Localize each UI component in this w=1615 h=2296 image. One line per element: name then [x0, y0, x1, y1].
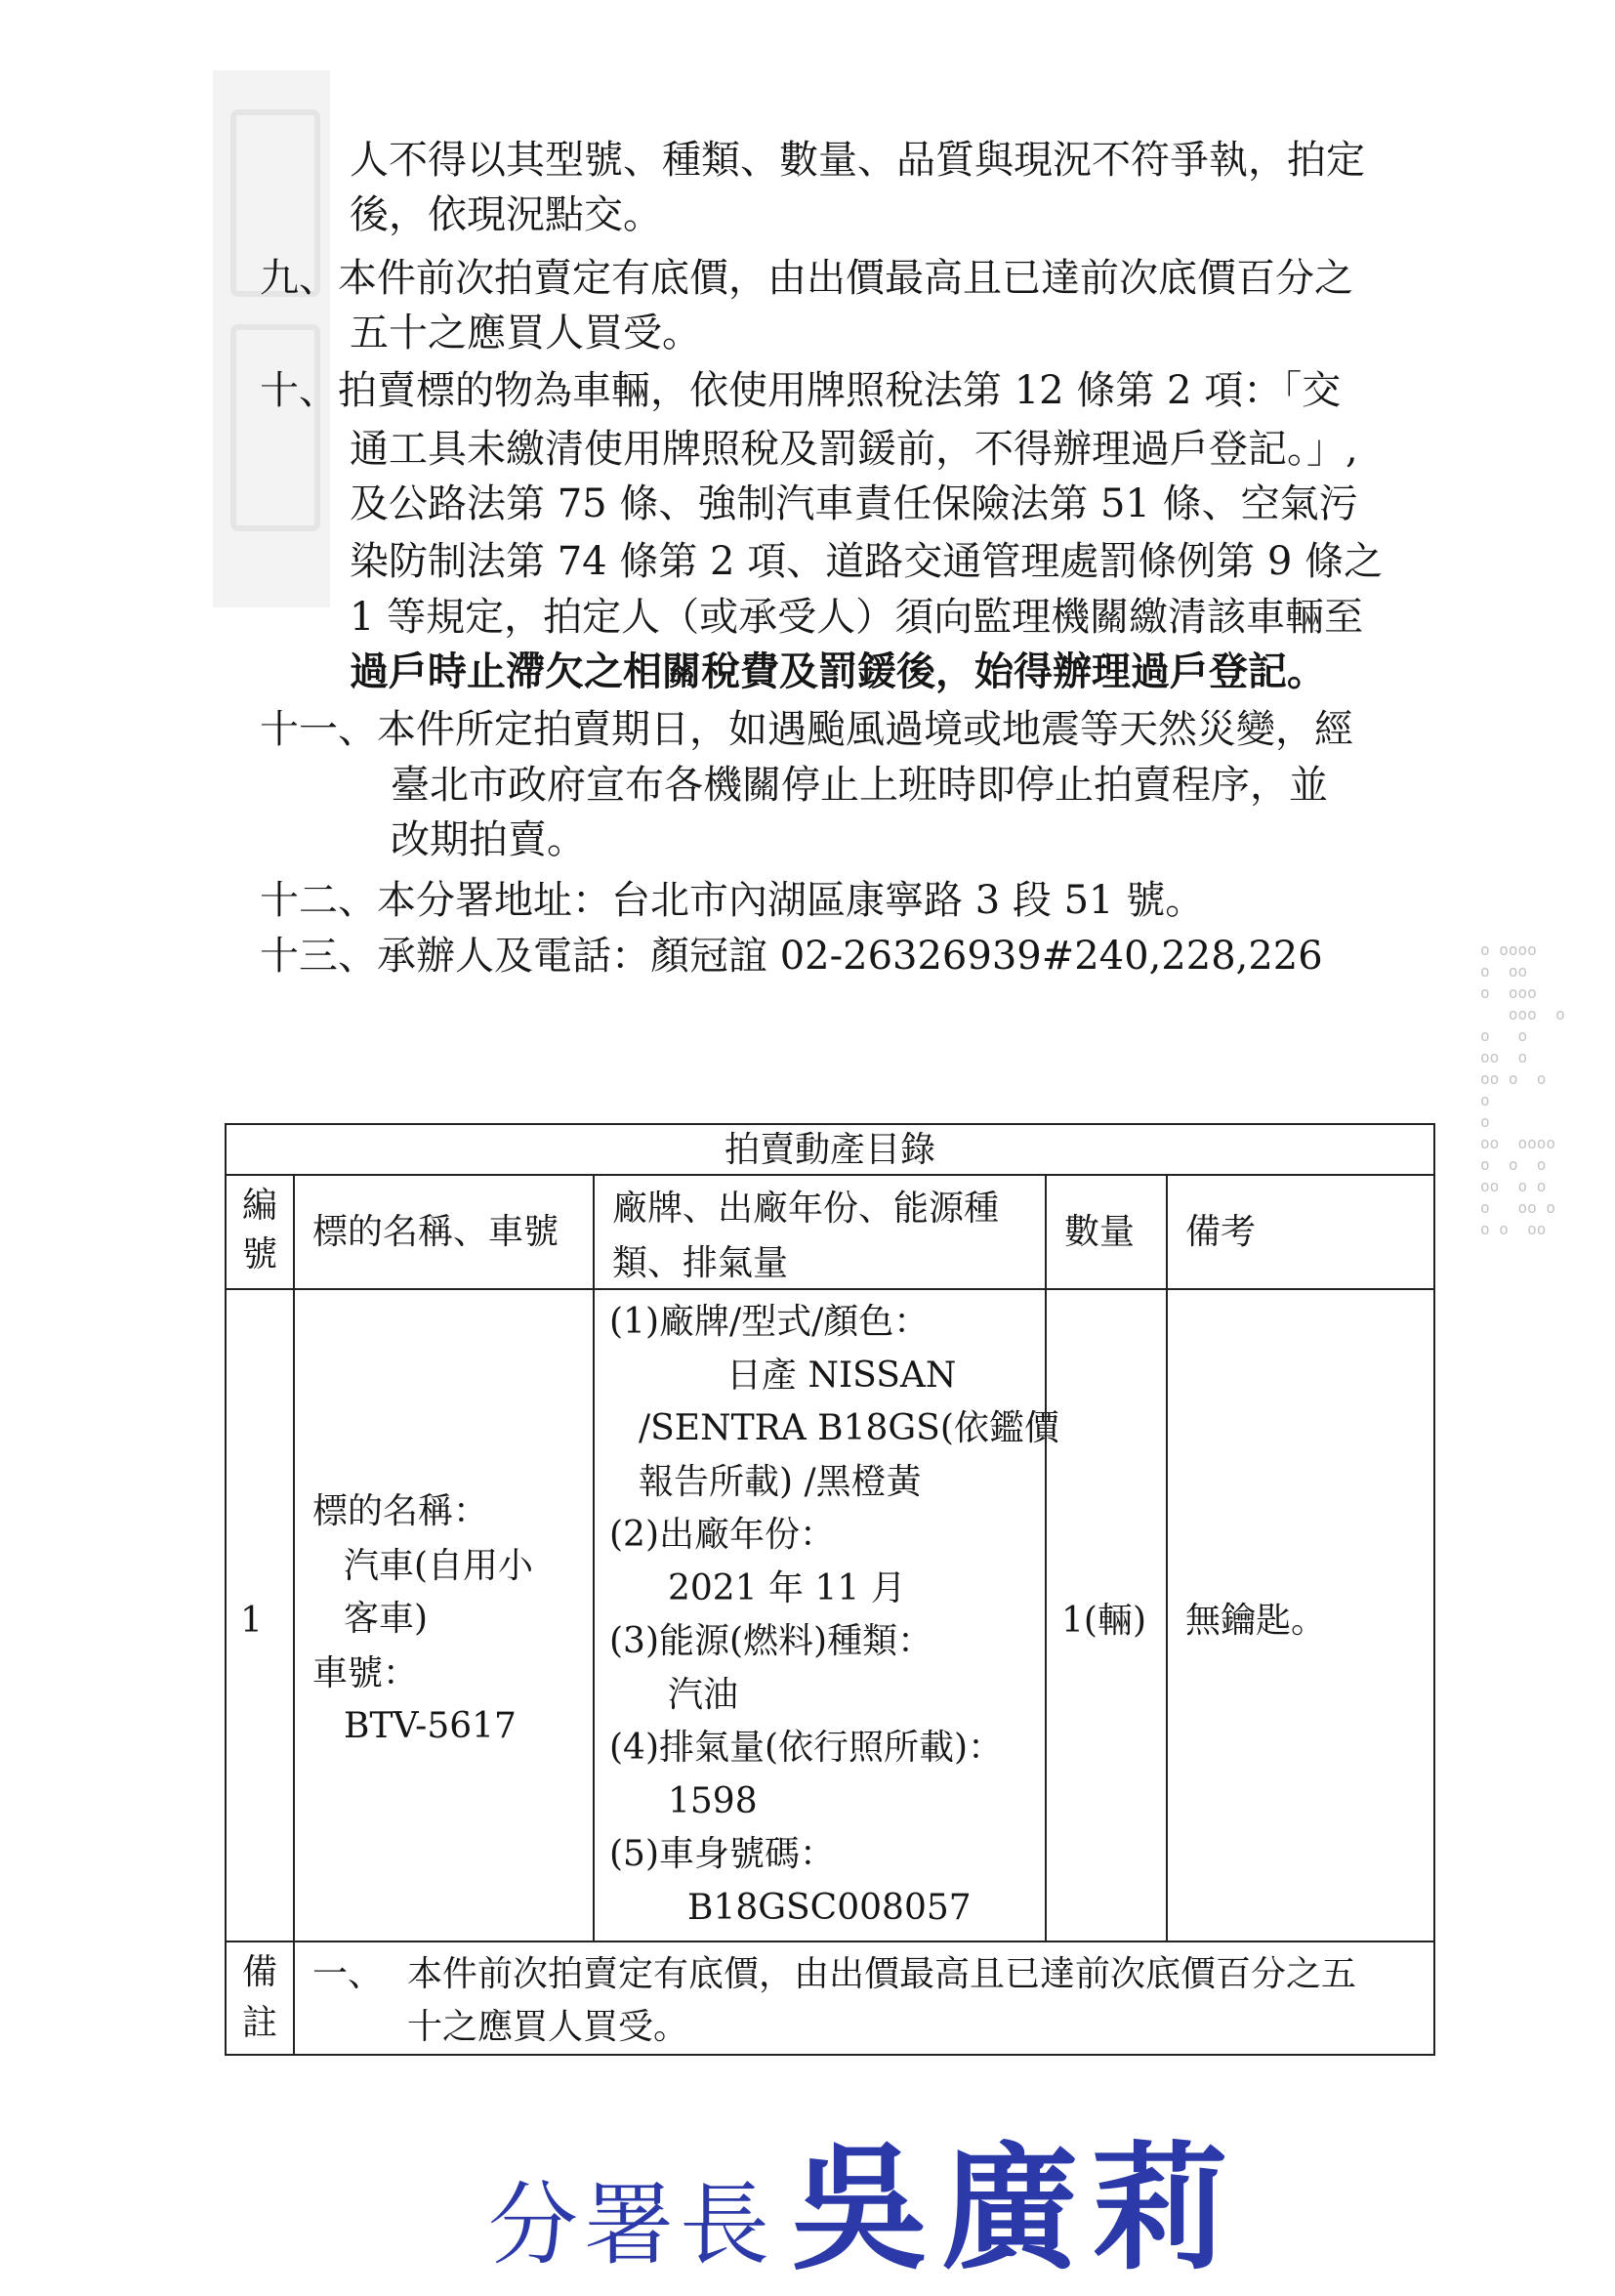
body-line: 十二、本分署地址：台北市內湖區康寧路 3 段 51 號。 — [260, 878, 1205, 923]
row-name-line: 標的名稱： — [312, 1491, 489, 1531]
body-line: 後，依現況點交。 — [350, 192, 662, 237]
note-index: 一、 — [312, 1954, 384, 1994]
body-line: 染防制法第 74 條第 2 項、道路交通管理處罰條例第 9 條之 — [350, 539, 1384, 584]
row-brand-line: 1598 — [668, 1780, 758, 1821]
body-line: 過戶時止滯欠之相關稅費及罰鍰後，始得辦理過戶登記。 — [350, 648, 1326, 694]
note-line2: 十之應買人買受。 — [407, 2007, 689, 2047]
row-brand-line: 2021 年 11 月 — [668, 1567, 906, 1608]
body-line: 十、拍賣標的物為車輛，依使用牌照稅法第 12 條第 2 項：「交 — [260, 368, 1342, 413]
row-brand-line: 汽油 — [668, 1674, 739, 1715]
body-line: 改期拍賣。 — [391, 817, 586, 862]
body-line: 人不得以其型號、種類、數量、品質與現況不符爭執，拍定 — [350, 138, 1365, 183]
header-remark: 備考 — [1185, 1212, 1257, 1252]
row-brand-line: (1)廠牌/型式/顏色： — [609, 1302, 930, 1342]
row-brand-line: 報告所載) /黑橙黃 — [639, 1461, 922, 1502]
row-brand-line: 日產 NISSAN — [726, 1355, 957, 1396]
body-line: 通工具未繳清使用牌照稅及罰鍰前，不得辦理過戶登記。」, — [350, 427, 1358, 472]
row-name-line: 車號： — [312, 1653, 419, 1693]
row-brand-line: (4)排氣量(依行照所載)： — [609, 1728, 1004, 1768]
table-title: 拍賣動產目錄 — [724, 1130, 935, 1170]
header-no: 編號 — [241, 1186, 277, 1274]
body-line: 九、本件前次拍賣定有底價，由出價最高且已達前次底價百分之 — [260, 256, 1353, 301]
header-brand-line1: 廠牌、出廠年份、能源種 — [612, 1189, 1000, 1229]
auction-property-table — [225, 1123, 1435, 2056]
faint-stamp-mark — [213, 70, 330, 607]
body-line: 十一、本件所定拍賣期日，如遇颱風過境或地震等天然災變，經 — [260, 707, 1353, 752]
row-brand-line: B18GSC008057 — [687, 1887, 972, 1928]
director-signature-stamp — [488, 2100, 1242, 2296]
row-no: 1 — [240, 1601, 263, 1641]
row-name-line: BTV-5617 — [344, 1706, 517, 1746]
note-label: 備註 — [241, 1952, 277, 2043]
row-remark: 無鑰匙。 — [1185, 1601, 1327, 1641]
body-line: 及公路法第 75 條、強制汽車責任保險法第 51 條、空氣污 — [350, 481, 1358, 526]
header-brand-line2: 類、排氣量 — [612, 1243, 789, 1283]
header-name: 標的名稱、車號 — [312, 1212, 559, 1252]
body-line: 十三、承辦人及電話：顏冠誼 02-26326939#240,228,226 — [260, 934, 1323, 979]
body-line: 1 等規定，拍定人（或承受人）須向監理機關繳清該車輛至 — [350, 595, 1364, 640]
note-line1: 本件前次拍賣定有底價，由出價最高且已達前次底價百分之五 — [407, 1954, 1357, 1994]
row-qty: 1(輛) — [1061, 1601, 1146, 1641]
body-line: 五十之應買人買受。 — [350, 311, 701, 355]
perforation-dots: o oooo o oo o ooo ooo o o o oo o oo o o o o oo oooo o o o oo o o o oo o o o oo — [1480, 940, 1565, 1238]
header-qty: 數量 — [1064, 1212, 1136, 1252]
row-brand-line: /SENTRA B18GS(依鑑價 — [639, 1408, 1059, 1448]
row-name-line: 汽車(自用小 — [344, 1546, 534, 1586]
signature-title: 分署長 — [488, 2173, 776, 2277]
body-line: 臺北市政府宣布各機關停止上班時即停止拍賣程序，並 — [391, 763, 1328, 808]
row-brand-line: (2)出廠年份： — [609, 1515, 835, 1555]
row-brand-line: (3)能源(燃料)種類： — [609, 1621, 933, 1661]
row-name-line: 客車) — [344, 1599, 429, 1639]
row-brand-line: (5)車身號碼： — [609, 1834, 835, 1874]
signature-name: 吳廣莉 — [791, 2129, 1243, 2289]
